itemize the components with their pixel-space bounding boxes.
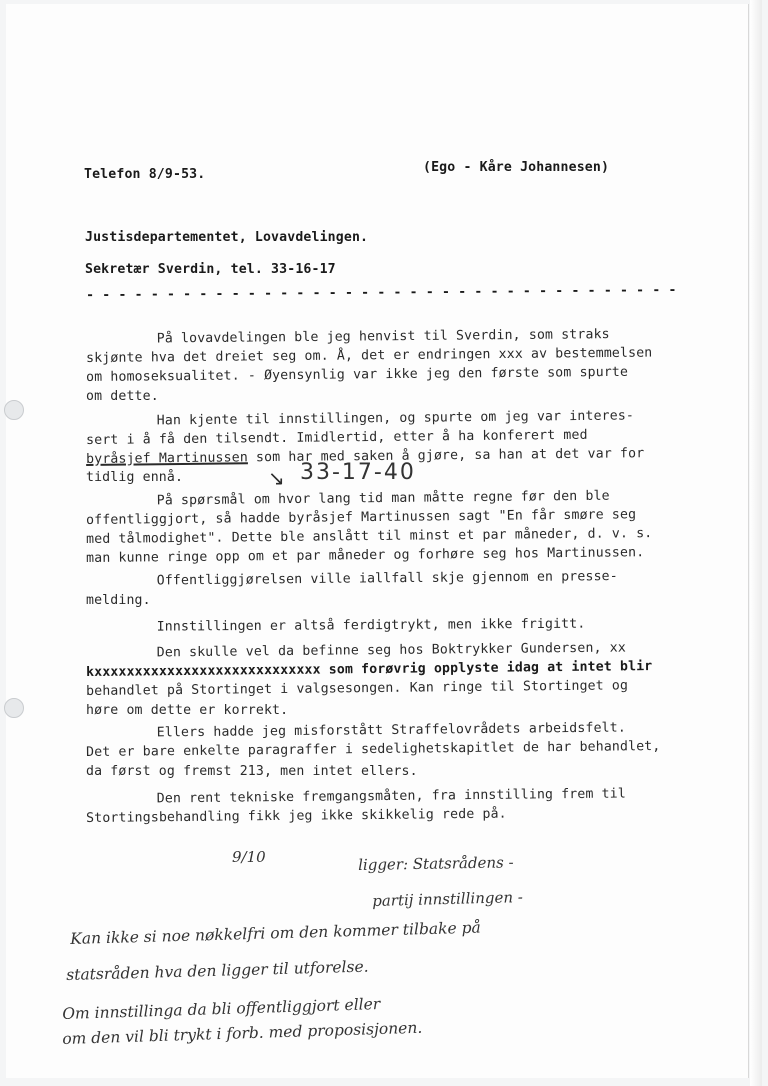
underlined-name: byråsjef Martinussen: [86, 450, 248, 467]
paragraph-6-line-4: høre om dette er korrekt.: [86, 703, 289, 718]
handwritten-line-2: statsråden hva den ligger til utforelse.: [66, 957, 369, 984]
paragraph-3-line-1: På spørsmål om hvor lang tid man måtte regne før den ble: [100, 488, 610, 509]
paper-edge-shadow: [750, 0, 762, 1086]
punch-hole-upper: [4, 400, 24, 420]
paragraph-8-line-2: Stortingsbehandling fikk jeg ikke skikkelig rede på.: [86, 806, 507, 826]
ego-line: (Ego - Kåre Johannesen): [423, 160, 610, 175]
paragraph-7-line-3: da først og fremst 213, men intet ellers.: [86, 764, 418, 779]
paragraph-2-line-4: tidlig ennå.: [86, 470, 184, 485]
handwritten-line-3: Om innstillinga da bli offentliggjort eller: [62, 995, 381, 1023]
handwritten-line-4: om den vil bli trykt i forb. med proposisjonen.: [62, 1018, 423, 1048]
paragraph-4-line-1: Offentliggjørelsen ville iallfall skje gjennom en presse-: [100, 569, 618, 589]
paragraph-1-line-4: om dette.: [86, 389, 159, 404]
paragraph-8-line-1: Den rent tekniske fremgangsmåten, fra innstilling frem til: [100, 786, 626, 807]
handwritten-date: 9/10: [232, 848, 266, 866]
paragraph-3-line-2: offentliggjort, så hadde byråsjef Martinussen sagt "En får smøre seg: [86, 507, 637, 528]
paragraph-6-line-1: Den skulle vel da befinne seg hos Boktrykker Gundersen, xx: [100, 640, 626, 661]
contact-line: Sekretær Sverdin, tel. 33-16-17: [85, 262, 336, 277]
paragraph-3-line-3: med tålmodighet". Dette ble anslått til minst et par måneder, d. v. s.: [86, 526, 653, 547]
paragraph-6-line-2: kxxxxxxxxxxxxxxxxxxxxxxxxxxxx som forøvrig opplyste idag at intet blir: [86, 659, 653, 680]
paragraph-3-line-4: man kunne ringe opp om et par måneder og forhøre seg hos Martinussen.: [86, 545, 645, 566]
paragraph-7-line-2: Det er bare enkelte paragraffer i sedelighetskapitlet de har behandlet,: [86, 738, 661, 760]
paragraph-2-line-3-rest: som har med saken å gjøre, sa han at det var for: [247, 446, 645, 466]
dashed-divider: - - - - - - - - - - - - - - - - - - - - - - - - - - - - - - - - - - - - -: [86, 282, 677, 303]
handwritten-note-2: partij innstillingen -: [372, 888, 524, 910]
handwritten-phone-number: 33-17-40: [300, 460, 416, 485]
punch-hole-lower: [4, 698, 24, 718]
handwritten-note-top: ligger: Statsrådens -: [358, 853, 514, 874]
paragraph-1-line-3: om homoseksualitet. - Øyensynlig var ikke jeg den første som spurte: [86, 364, 629, 385]
paragraph-4-line-2: melding.: [86, 593, 151, 608]
handwritten-arrow: ↘: [268, 466, 285, 490]
paragraph-2-line-1: Han kjente til innstillingen, og spurte om jeg var interes-: [100, 408, 635, 429]
paragraph-5-line-1: Innstillingen er altså ferdigtrykt, men ikke frigitt.: [100, 616, 586, 635]
handwritten-line-1: Kan ikke si noe nøkkelfri om den kommer tilbake på: [70, 918, 481, 948]
paragraph-2-line-2: sert i å få den tilsendt. Imidlertid, etter å ha konferert med: [86, 427, 588, 448]
paragraph-7-line-1: Ellers hadde jeg misforstått Straffelovrådets arbeidsfelt.: [100, 720, 626, 741]
department-line: Justisdepartementet, Lovavdelingen.: [85, 230, 369, 245]
paragraph-1-line-1: På lovavdelingen ble jeg henvist til Sverdin, som straks: [100, 327, 610, 347]
paragraph-6-line-3: behandlet på Stortinget i valgsesongen. Kan ringe til Stortinget og: [86, 678, 629, 699]
phone-date-line: Telefon 8/9-53.: [84, 167, 206, 182]
paragraph-1-line-2: skjønte hva det dreiet seg om. Å, det er endringen xxx av bestemmelsen: [86, 345, 653, 366]
